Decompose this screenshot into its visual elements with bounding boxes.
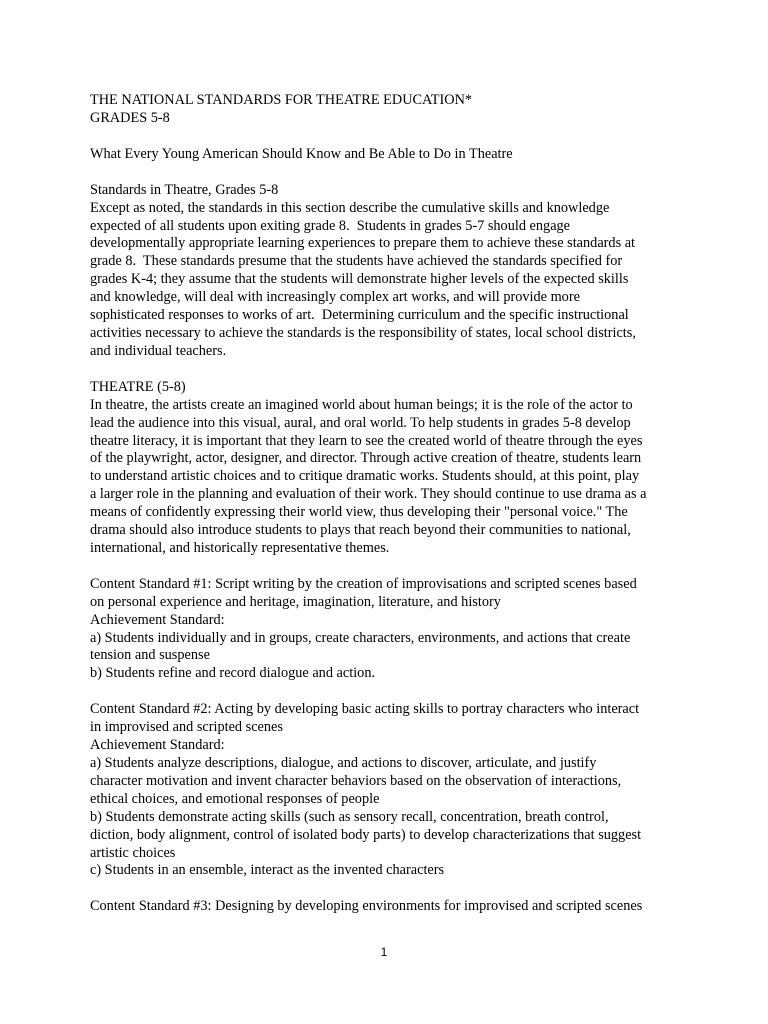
section-heading: THEATRE (5-8) <box>90 378 186 395</box>
content-standard-3 <box>90 898 728 916</box>
standard-line: Content Standard #3: Designing by developing environments for improvised and scripted scenes <box>90 898 643 915</box>
paragraph-line: drama should also introduce students to plays that reach beyond their communities to national, <box>90 522 631 539</box>
standard-line: ethical choices, and emotional responses of people <box>90 790 380 807</box>
section-heading: Standards in Theatre, Grades 5-8 <box>90 181 279 198</box>
paragraph-line: grades K-4; they assume that the students will demonstrate higher levels of the expected skills <box>90 271 629 288</box>
standard-line: b) Students demonstrate acting skills (such as sensory recall, concentration, breath control, <box>90 808 609 825</box>
paragraph-line: In theatre, the artists create an imagined world about human beings; it is the role of the actor to <box>90 396 633 413</box>
standard-line: in improvised and scripted scenes <box>90 719 283 736</box>
paragraph-line: a larger role in the planning and evaluation of their work. They should continue to use drama as a <box>90 486 647 503</box>
paragraph-line: international, and historically representative themes. <box>90 539 390 556</box>
document-header <box>90 92 728 128</box>
grade-range: GRADES 5-8 <box>90 109 170 126</box>
paragraph-line: lead the audience into this visual, aural, and oral world. To help students in grades 5-8 develop <box>90 414 631 431</box>
achievement-label: Achievement Standard: <box>90 737 225 754</box>
content-standard-1 <box>90 576 728 683</box>
paragraph-line: expected of all students upon exiting grade 8. Students in grades 5-7 should engage <box>90 217 571 234</box>
achievement-label: Achievement Standard: <box>90 611 225 628</box>
standard-line: Content Standard #1: Script writing by the creation of improvisations and scripted scenes based <box>90 575 637 592</box>
standard-line: character motivation and invent character behaviors based on the observation of interactions, <box>90 772 622 789</box>
paragraph-line: of the playwright, actor, designer, and director. Through active creation of theatre, students learn <box>90 450 642 467</box>
standard-line: c) Students in an ensemble, interact as the invented characters <box>90 862 445 879</box>
paragraph-line: grade 8. These standards presume that the students have achieved the standards specified for <box>90 253 623 270</box>
paragraph-line: activities necessary to achieve the standards is the responsibility of states, local school districts, <box>90 324 636 341</box>
standard-line: on personal experience and heritage, imagination, literature, and history <box>90 593 501 610</box>
content-standard-2 <box>90 701 728 880</box>
standard-line: a) Students individually and in groups, create characters, environments, and actions that create <box>90 629 631 646</box>
standard-line: b) Students refine and record dialogue and action. <box>90 665 376 682</box>
document-subtitle: What Every Young American Should Know and Be Able to Do in Theatre <box>90 145 513 162</box>
paragraph-line: Except as noted, the standards in this section describe the cumulative skills and knowledge <box>90 199 610 216</box>
theatre-section <box>90 379 728 558</box>
standard-line: diction, body alignment, control of isolated body parts) to develop characterizations that suggest <box>90 826 642 843</box>
standard-line: artistic choices <box>90 844 176 861</box>
standard-line: Content Standard #2: Acting by developing basic acting skills to portray characters who interact <box>90 701 640 718</box>
standard-line: tension and suspense <box>90 647 210 664</box>
paragraph-line: and knowledge, will deal with increasingly complex art works, and will provide more <box>90 289 580 306</box>
paragraph-line: developmentally appropriate learning experiences to prepare them to achieve these standards at <box>90 235 636 252</box>
page-number: 1 <box>380 945 388 959</box>
paragraph-line: theatre literacy, it is important that they learn to see the created world of theatre through the eyes <box>90 432 643 449</box>
document-title: THE NATIONAL STANDARDS FOR THEATRE EDUCATION* <box>90 92 473 108</box>
standards-intro-section <box>90 182 728 361</box>
paragraph-line: sophisticated responses to works of art. Determining curriculum and the specific instructional <box>90 307 629 324</box>
paragraph-line: and individual teachers. <box>90 342 227 359</box>
paragraph-line: to understand artistic choices and to critique dramatic works. Students should, at this point, play <box>90 468 640 485</box>
document-subtitle-block <box>90 146 728 164</box>
standard-line: a) Students analyze descriptions, dialogue, and actions to discover, articulate, and justify <box>90 755 597 771</box>
paragraph-line: means of confidently expressing their world view, thus developing their "personal voice." The <box>90 504 628 521</box>
